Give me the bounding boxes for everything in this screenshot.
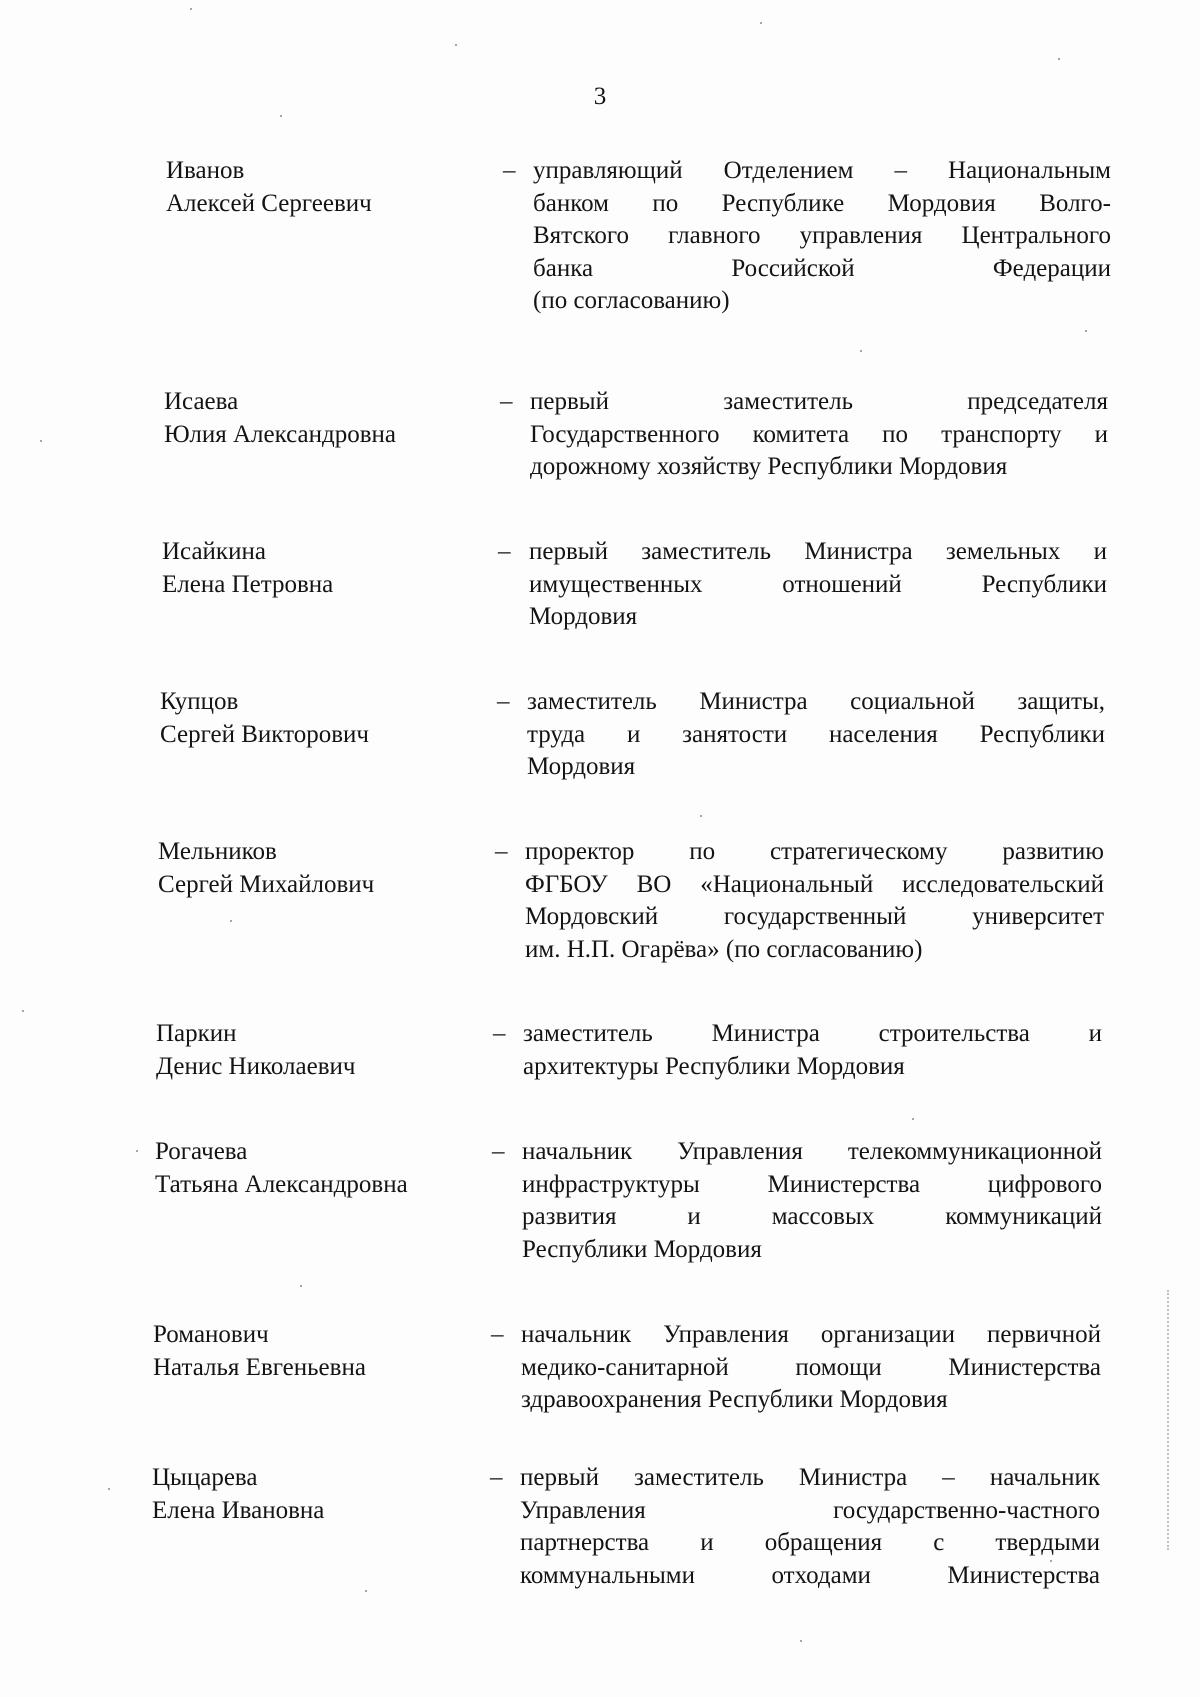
- position-line: Вятского главного управления Центрального: [533, 222, 1111, 249]
- position-line: инфраструктуры Министерства цифрового: [522, 1170, 1102, 1198]
- scan-speck: [1085, 330, 1087, 332]
- scan-speck: [365, 1590, 367, 1592]
- position-line: медико-санитарной помощи Министерства: [521, 1353, 1101, 1381]
- scan-speck: [760, 22, 762, 24]
- position-line: партнерства и обращения с твердыми: [520, 1529, 1100, 1556]
- position-line: развития и массовых коммуникаций: [522, 1203, 1102, 1230]
- member-given-names: Денис Николаевич: [156, 1052, 356, 1080]
- member-given-names: Наталья Евгеньевна: [153, 1353, 366, 1381]
- position-line: Управления государственно-частного: [520, 1496, 1100, 1524]
- member-given-names: Юлия Александровна: [164, 420, 396, 448]
- position-line: коммунальными отходами Министерства: [520, 1561, 1100, 1589]
- position-line: банком по Республике Мордовия Волго-: [533, 189, 1111, 217]
- position-line: банка Российской Федерации: [533, 254, 1111, 282]
- scan-speck: [1050, 1560, 1052, 1562]
- member-position: [522, 1136, 1102, 1266]
- scan-speck: [108, 1488, 110, 1490]
- entry-dash: –: [493, 1020, 506, 1047]
- position-line: ФГБОУ ВО «Национальный исследовательский: [525, 870, 1104, 898]
- position-line: им. Н.П. Огарёва» (по согласованию): [525, 935, 923, 963]
- member-given-names: Елена Ивановна: [152, 1496, 325, 1524]
- member-name: [160, 686, 480, 751]
- member-position: [533, 155, 1111, 318]
- position-line: первый заместитель Министра – начальник: [520, 1464, 1100, 1491]
- position-line: имущественных отношений Республики: [529, 570, 1107, 598]
- member-surname: Паркин: [156, 1020, 237, 1047]
- position-line: Мордовский государственный университет: [525, 903, 1104, 930]
- position-line: заместитель Министра социальной защиты,: [527, 688, 1105, 715]
- member-given-names: Елена Петровна: [162, 570, 334, 598]
- member-position: [523, 1018, 1102, 1083]
- member-name: [152, 1462, 472, 1527]
- member-name: [162, 536, 482, 601]
- entry-dash: –: [491, 1321, 504, 1348]
- position-line: начальник Управления организации первичной: [521, 1321, 1101, 1348]
- member-surname: Иванов: [166, 157, 245, 184]
- scan-speck: [230, 920, 232, 922]
- scan-speck: [800, 1640, 802, 1642]
- position-line: (по согласованию): [533, 287, 730, 314]
- position-line: дорожному хозяйству Республики Мордовия: [530, 453, 1008, 480]
- scan-speck: [700, 815, 702, 817]
- member-position: [521, 1319, 1101, 1417]
- position-line: первый заместитель председателя: [530, 388, 1108, 415]
- position-line: труда и занятости населения Республики: [527, 720, 1105, 748]
- position-line: архитектуры Республики Мордовия: [523, 1052, 905, 1080]
- position-line: проректор по стратегическому развитию: [525, 838, 1104, 865]
- position-line: управляющий Отделением – Национальным: [533, 157, 1111, 184]
- position-line: заместитель Министра строительства и: [523, 1020, 1102, 1047]
- entry-dash: –: [500, 388, 513, 415]
- scan-speck: [860, 350, 862, 352]
- member-given-names: Сергей Викторович: [160, 720, 369, 748]
- entry-dash: –: [490, 1464, 503, 1491]
- member-surname: Купцов: [160, 688, 239, 715]
- entry-dash: –: [495, 838, 508, 865]
- member-name: [153, 1319, 473, 1384]
- member-position: [530, 386, 1108, 484]
- scan-speck: [1058, 58, 1060, 60]
- position-line: Мордовия: [529, 603, 638, 630]
- member-name: [156, 1018, 476, 1083]
- scan-speck: [280, 115, 282, 117]
- member-position: [525, 836, 1104, 966]
- member-name: [164, 386, 484, 451]
- scan-speck: [22, 1010, 24, 1012]
- member-position: [520, 1462, 1100, 1592]
- member-name: [155, 1136, 475, 1201]
- member-surname: Исайкина: [162, 538, 266, 565]
- member-given-names: Татьяна Александровна: [155, 1170, 408, 1198]
- scan-speck: [190, 8, 192, 10]
- member-given-names: Сергей Михайлович: [158, 870, 375, 898]
- position-line: первый заместитель Министра земельных и: [529, 538, 1107, 565]
- scan-edge-marks: [1167, 1290, 1172, 1550]
- member-surname: Рогачева: [155, 1138, 248, 1165]
- entry-dash: –: [498, 538, 511, 565]
- scan-speck: [455, 44, 457, 46]
- member-surname: Исаева: [164, 388, 239, 415]
- member-given-names: Алексей Сергеевич: [166, 189, 372, 217]
- scan-speck: [136, 1150, 138, 1152]
- entry-dash: –: [497, 688, 510, 715]
- member-position: [527, 686, 1105, 784]
- scan-speck: [40, 440, 42, 442]
- position-line: здравоохранения Республики Мордовия: [521, 1386, 948, 1413]
- member-name: [158, 836, 478, 901]
- position-line: Республики Мордовия: [522, 1235, 762, 1263]
- member-surname: Мельников: [158, 838, 277, 865]
- entry-dash: –: [503, 157, 516, 184]
- position-line: Государственного комитета по транспорту и: [530, 420, 1108, 448]
- member-name: [166, 155, 486, 220]
- member-surname: Романович: [153, 1321, 269, 1348]
- position-line: начальник Управления телекоммуникационной: [522, 1138, 1102, 1165]
- scan-speck: [912, 1118, 914, 1120]
- member-position: [529, 536, 1107, 634]
- scan-speck: [300, 1285, 302, 1287]
- entry-dash: –: [492, 1138, 505, 1165]
- member-surname: Цыцарева: [152, 1464, 258, 1491]
- position-line: Мордовия: [527, 753, 636, 780]
- page-number: 3: [593, 83, 607, 110]
